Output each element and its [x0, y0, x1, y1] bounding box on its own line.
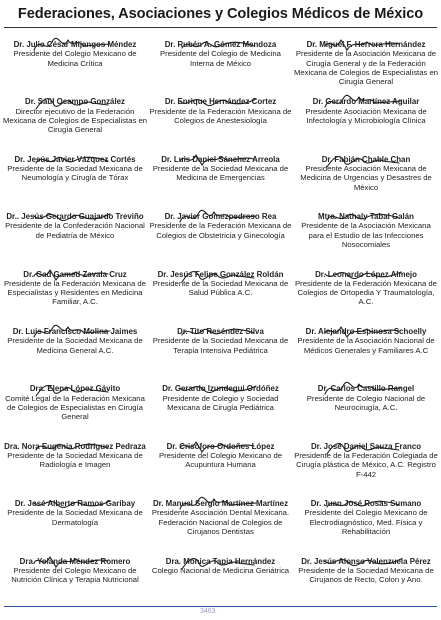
signatory-name: Dr. Crisóforo Ordoñes López — [166, 441, 275, 451]
signatory-block — [148, 89, 293, 146]
signatory-name: Dr. Tito Reséndez Silva — [177, 326, 264, 336]
signatory-name: Dr. Jesús Felipe González Roldán — [157, 269, 284, 279]
signatory-role: Presidente de la Sociedad Mexicana de Cirujanos de Recto, Colon y Ano. — [298, 565, 434, 585]
signatory-block — [2, 147, 148, 204]
signatory-name: Dr. Miguel F. Herrera Hernández — [306, 40, 426, 49]
signatory-block — [148, 32, 293, 89]
signatory-role: Presidente Asociación Mexicana de Infectología y Microbiología Clínica — [305, 106, 427, 125]
signatory-block — [293, 147, 439, 204]
signatory-role: Presidente del Colegio Mexicano de Nutrición Clínica y Terapia Nutricional — [11, 565, 139, 585]
signatory-role: Presidente de la Asociación Nacional de Médicos Generales y Familiares A.C — [297, 336, 435, 355]
signatory-name: Dr. Enrique Hernández Cortez — [164, 97, 277, 107]
signatory-role: Presidente Asociación Dental Mexicana. Federación Nacional de Colegios de Cirujanos Dentistas — [151, 508, 290, 537]
signatory-role: Presidente de la Federación Mexicana de Colegios de Ortopedia Y Traumatología, A.C. — [295, 278, 437, 307]
signatory-role: Presidente del Colegio de Medicina Interna de México — [160, 49, 281, 68]
signatory-role: Director ejecutivo de la Federación Mexicana de Colegios de Especialistas en Cirugía General — [2, 106, 147, 135]
signatory-block — [2, 89, 148, 146]
signatory-role: Presidente de la Sociedad Mexicana de Terapia Intensiva Pediátrica — [152, 336, 289, 355]
signatory-role: Presidente de la Federación Mexicana de Colegios de Obstetricia y Ginecología — [149, 221, 292, 240]
signatory-block — [2, 549, 148, 606]
signatory-role: Presidente de la Asociación Mexicana de Cirugía General y de la Federación Mexicana de Colegios de Especialistas en Cirugía General — [293, 49, 438, 87]
signatory-role: Presidente de la Sociedad Mexicana de Neumología y Cirugía de Tórax — [7, 164, 143, 183]
signatory-name: Dr. José Daniel Sauza Franco — [310, 441, 422, 451]
signatory-block — [293, 32, 439, 89]
signatory-role: Comité Legal de la Federación Mexicana de Colegios de Especialistas en Cirugía General — [5, 393, 145, 422]
signatory-role: Presidente del Colegio Mexicano de Acupuntura Humana — [158, 451, 283, 470]
signatory-name: Dr. Rubén A. Gómez Mendoza — [164, 40, 277, 49]
signatory-name: Dr. Luis Daniel Sánchez Arreola — [161, 154, 280, 164]
signatory-name: Dr. Gerardo Martínez Aguilar — [312, 97, 420, 107]
signatory-name: Dr. Alejandro Espinosa Schoelly — [305, 326, 427, 336]
signatory-block — [148, 262, 293, 319]
signatory-name: Dr. Jesús Alonso Valenzuela Pérez — [301, 556, 431, 566]
signatory-name: Dr. José Alberto Ramos Garibay — [14, 499, 136, 509]
signatory-block — [293, 319, 439, 376]
signatory-name: Dra. Nora Eugenia Rodríguez Pedraza — [4, 441, 146, 451]
signatory-name: Dra. Yolanda Méndez Romero — [19, 556, 131, 566]
signatory-block — [293, 434, 439, 491]
signatory-block — [148, 434, 293, 491]
signatory-name: Dr. Luis Francisco Molina Jaimes — [12, 326, 138, 336]
page-title: Federaciones, Asociaciones y Colegios Médicos de México — [17, 6, 424, 22]
signatories-grid — [2, 32, 439, 606]
signatory-block — [293, 89, 439, 146]
signatory-name: Dr. Gad Gamed Zavala Cruz — [23, 269, 127, 279]
signatory-name: Dr. Manuel Sergio Martínez Martínez — [152, 499, 289, 509]
signatory-block — [148, 147, 293, 204]
signatory-role: Presidente de Colegio y Sociedad Mexicana de Cirugía Pediátrica — [162, 393, 279, 412]
signatory-name: Dr. Julio César Mijangos Méndez — [13, 40, 137, 49]
signatory-block — [148, 319, 293, 376]
signatory-role: Presidente de la Sociedad Mexicana de Salud Pública A.C. — [152, 278, 289, 298]
signatory-name: Dr. Carlos Castillo Rangel — [317, 384, 415, 394]
signatory-block — [2, 262, 148, 319]
signatory-name: Dr.. Jesús Gerardo Guajardo Treviño — [6, 212, 144, 222]
signatory-name: Dr. Leonardo López Almejo — [315, 269, 417, 279]
signatory-name: Dr. Juan José Rosas Sumano — [310, 499, 422, 509]
signatory-block — [2, 204, 148, 261]
signatory-name: Dr. Gerardo Izundegui Ordóñez — [162, 384, 279, 394]
signatory-block — [148, 204, 293, 261]
signatory-name: Dr. Fabián Chable Chan — [321, 154, 411, 164]
signatory-block — [148, 491, 293, 548]
signatory-role: Presidente de la Asociación Mexicana para el Estudio de las Infecciones Nosocomiales — [301, 221, 431, 250]
signatory-block — [148, 549, 293, 606]
signatory-block — [293, 262, 439, 319]
signatory-block — [293, 204, 439, 261]
signatory-role: Presidente de la Sociedad Mexicana de Radiología e Imagen — [7, 451, 143, 470]
signatory-name: Mtra. Nathaly Tabal Galán — [318, 212, 414, 222]
signatory-role: Presidente de la Confederación Nacional de Pediatría de México — [5, 221, 145, 240]
title-divider — [4, 27, 437, 28]
signatory-role: Colegio Nacional de Medicina Geriátrica — [151, 565, 290, 575]
page-number: 3463 — [200, 608, 216, 615]
signatory-block — [2, 319, 148, 376]
signatory-role: Presidente de Colegio Nacional de Neurocirugía, A.C. — [306, 393, 426, 412]
signatory-name: Dr. Javier Gomezpedroso Rea — [164, 212, 277, 222]
signatory-block — [148, 376, 293, 433]
signatory-block — [293, 491, 439, 548]
signatory-block — [2, 434, 148, 491]
signatory-role: Presidente de la Sociedad Mexicana de Medicina General A.C. — [7, 336, 143, 355]
signatory-block — [2, 491, 148, 548]
signatory-name: Dr. Jesús Javier Vázquez Cortés — [14, 154, 136, 164]
footer-divider — [4, 606, 437, 607]
signatory-role: Presidente Asociación Mexicana de Medicina de Urgencias y Desastres de México — [300, 164, 432, 192]
signatory-name: Dr. Saúl Ocampo González — [25, 97, 125, 107]
signatory-block — [293, 549, 439, 606]
signatory-role: Presidente de la Federación Colegiada de Cirugía plástica de México, A.C. Registro F-442 — [294, 451, 438, 479]
signatory-role: Presidente de la Federación Mexicana de Especialistas y Residentes en Medicina Familiar, A.C. — [4, 278, 146, 307]
signatory-role: Presidente de la Sociedad Mexicana de Dermatología — [7, 508, 143, 527]
signatory-name: Dra. Mónica Tapia Hernández — [165, 556, 276, 566]
signatory-name: Dra. Elena López Gávito — [29, 384, 121, 394]
signatory-block — [2, 376, 148, 433]
signatory-role: Presidente de la Federación Mexicana de Colegios de Anestesiología — [149, 106, 292, 125]
signatory-role: Presidente del Colegio Mexicano de Medicina Crítica — [13, 49, 137, 68]
signatory-block — [2, 32, 148, 89]
signatory-role: Presidente de la Sociedad Mexicana de Medicina de Emergencias — [152, 164, 289, 183]
signatory-role: Presidente del Colegio Mexicano de Electrodiagnóstico, Med. Física y Rehabilitación — [304, 508, 428, 537]
signatory-block — [293, 376, 439, 433]
